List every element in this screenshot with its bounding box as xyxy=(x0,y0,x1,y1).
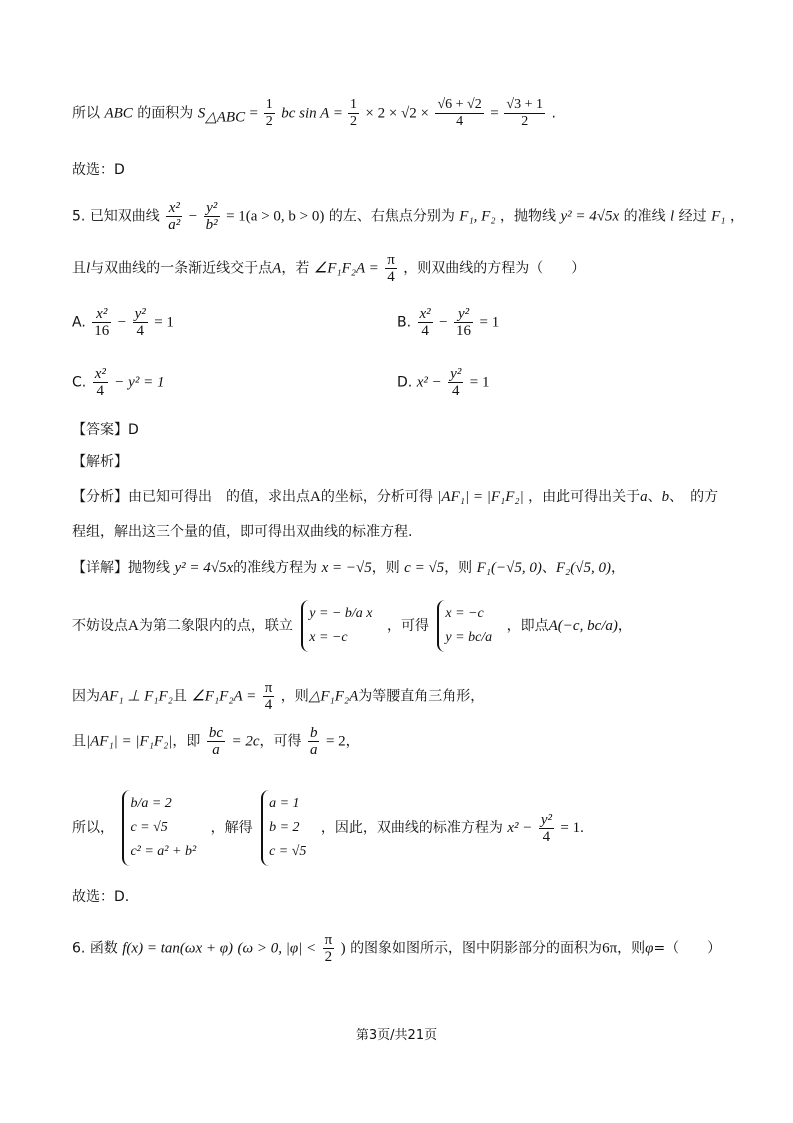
page-footer: 第3页/共21页 xyxy=(355,1028,438,1043)
math: S xyxy=(197,105,206,122)
option-b[interactable]: B. $\frac{\text{x²}}{4}$ − $\frac{\text{y²}}{16}$ = 1 xyxy=(397,306,500,339)
solution-line-9: 且|AF₁| = |F₁F₂|，即 $\frac{bc}{a}$ = 2c，可得 $\frac{b}{a}$ = 2， xyxy=(72,725,360,758)
fraction: $\frac{\text{x²}}{\text{a²}}$ xyxy=(168,200,181,233)
fenxi-line-1: 【分析】由已知可得出 的值，求出点A的坐标，分析可得 |AF₁| = |F₁F₂| ，由此可得出关于a、b、 的方 xyxy=(72,489,719,505)
option-d[interactable]: D. x² − $\frac{\text{y²}}{4}$ = 1 xyxy=(397,366,490,399)
fraction: $\frac{\pi}{4}$ xyxy=(387,252,395,285)
equation-system: x = −c y = bc/a xyxy=(437,600,498,652)
solution-line-10: 所以， b/a = 2 c = √5 c² = a² + b² ，解得 a = 1 b = 2 c = √5 ，因此，双曲线的标准方程为 x² − $\frac{\text{y²}}{4}$ = 1. xyxy=(72,790,584,866)
fraction: $\frac{√3 + 1}{2}$ xyxy=(506,97,543,129)
choose-line: 故选：D xyxy=(72,162,125,178)
fraction: $\frac{\text{y²}}{\text{b²}}$ xyxy=(205,200,218,233)
analysis-title: 【解析】 xyxy=(72,454,128,470)
math: × 2 × √2 × xyxy=(365,105,430,122)
math-sub: △ABC xyxy=(205,109,246,126)
equation-system: b/a = 2 c = √5 c² = a² + b² xyxy=(122,790,202,866)
math: = xyxy=(333,105,346,122)
text: 的面积为 xyxy=(137,105,194,122)
xiangjie-line: 【详解】抛物线 y² = 4√5x的准线方程为 x = −√5，则 c = √5，则 F₁(−√5, 0)、F₂(√5, 0)， xyxy=(72,560,625,576)
option-a[interactable]: A. $\frac{\text{x²}}{16}$ − $\frac{\text{y²}}{4}$ = 1 xyxy=(72,306,174,339)
choose-line-2: 故选：D. xyxy=(72,889,130,905)
equation-system: a = 1 b = 2 c = √5 xyxy=(261,790,312,866)
fraction: $\frac{1}{2}$ xyxy=(265,97,273,129)
equation-system: y = − b/a x x = −c xyxy=(301,600,378,652)
question-5-line-2: 且l与双曲线的一条渐近线交于点A，若 ∠F₁F₂A = $\frac{\pi}{4}$ ，则双曲线的方程为（ ） xyxy=(72,252,586,285)
math: ABC xyxy=(104,105,133,122)
answer-line: 【答案】D xyxy=(72,422,139,438)
text: . xyxy=(551,105,556,122)
math: = xyxy=(490,105,503,122)
fraction: $\frac{√6 + √2}{4}$ xyxy=(437,97,482,129)
question-5-line-1: 5. 已知双曲线 $\frac{\text{x²}}{\text{a²}}$ − $\frac{\text{y²}}{\text{b²}}$ = 1(a > 0, b > 0) 的左、右焦点分别为 F₁, F₂ ，抛物线 y² = 4√5x 的准线 l 经过 F₁ ， xyxy=(72,200,744,233)
area-result-line xyxy=(72,97,556,130)
math: bc sin A xyxy=(281,105,330,122)
fenxi-line-2: 程组，解出这三个量的值，即可得出双曲线的标准方程. xyxy=(72,524,413,540)
option-c[interactable]: C. $\frac{\text{x²}}{4}$ − y² = 1 xyxy=(72,366,165,399)
fraction: $\frac{1}{2}$ xyxy=(349,97,357,129)
solution-line-7: 不妨设点A为第二象限内的点，联立 y = − b/a x x = −c ，可得 x = −c y = bc/a ，即点A(−c, bc/a)， xyxy=(72,600,632,652)
question-6-line: 6. 函数 f(x) = tan(ωx + φ) (ω > 0, |φ| < $\frac{\pi}{2}$ ) 的图象如图所示，图中阴影部分的面积为6π，则φ=（ ） xyxy=(72,932,722,965)
solution-line-8: 因为AF₁ ⊥ F₁F₂且 ∠F₁F₂A = $\frac{\pi}{4}$ ，则△F₁F₂A为等腰直角三角形， xyxy=(72,680,485,713)
text: 所以 xyxy=(72,105,100,122)
math: = xyxy=(249,105,262,122)
